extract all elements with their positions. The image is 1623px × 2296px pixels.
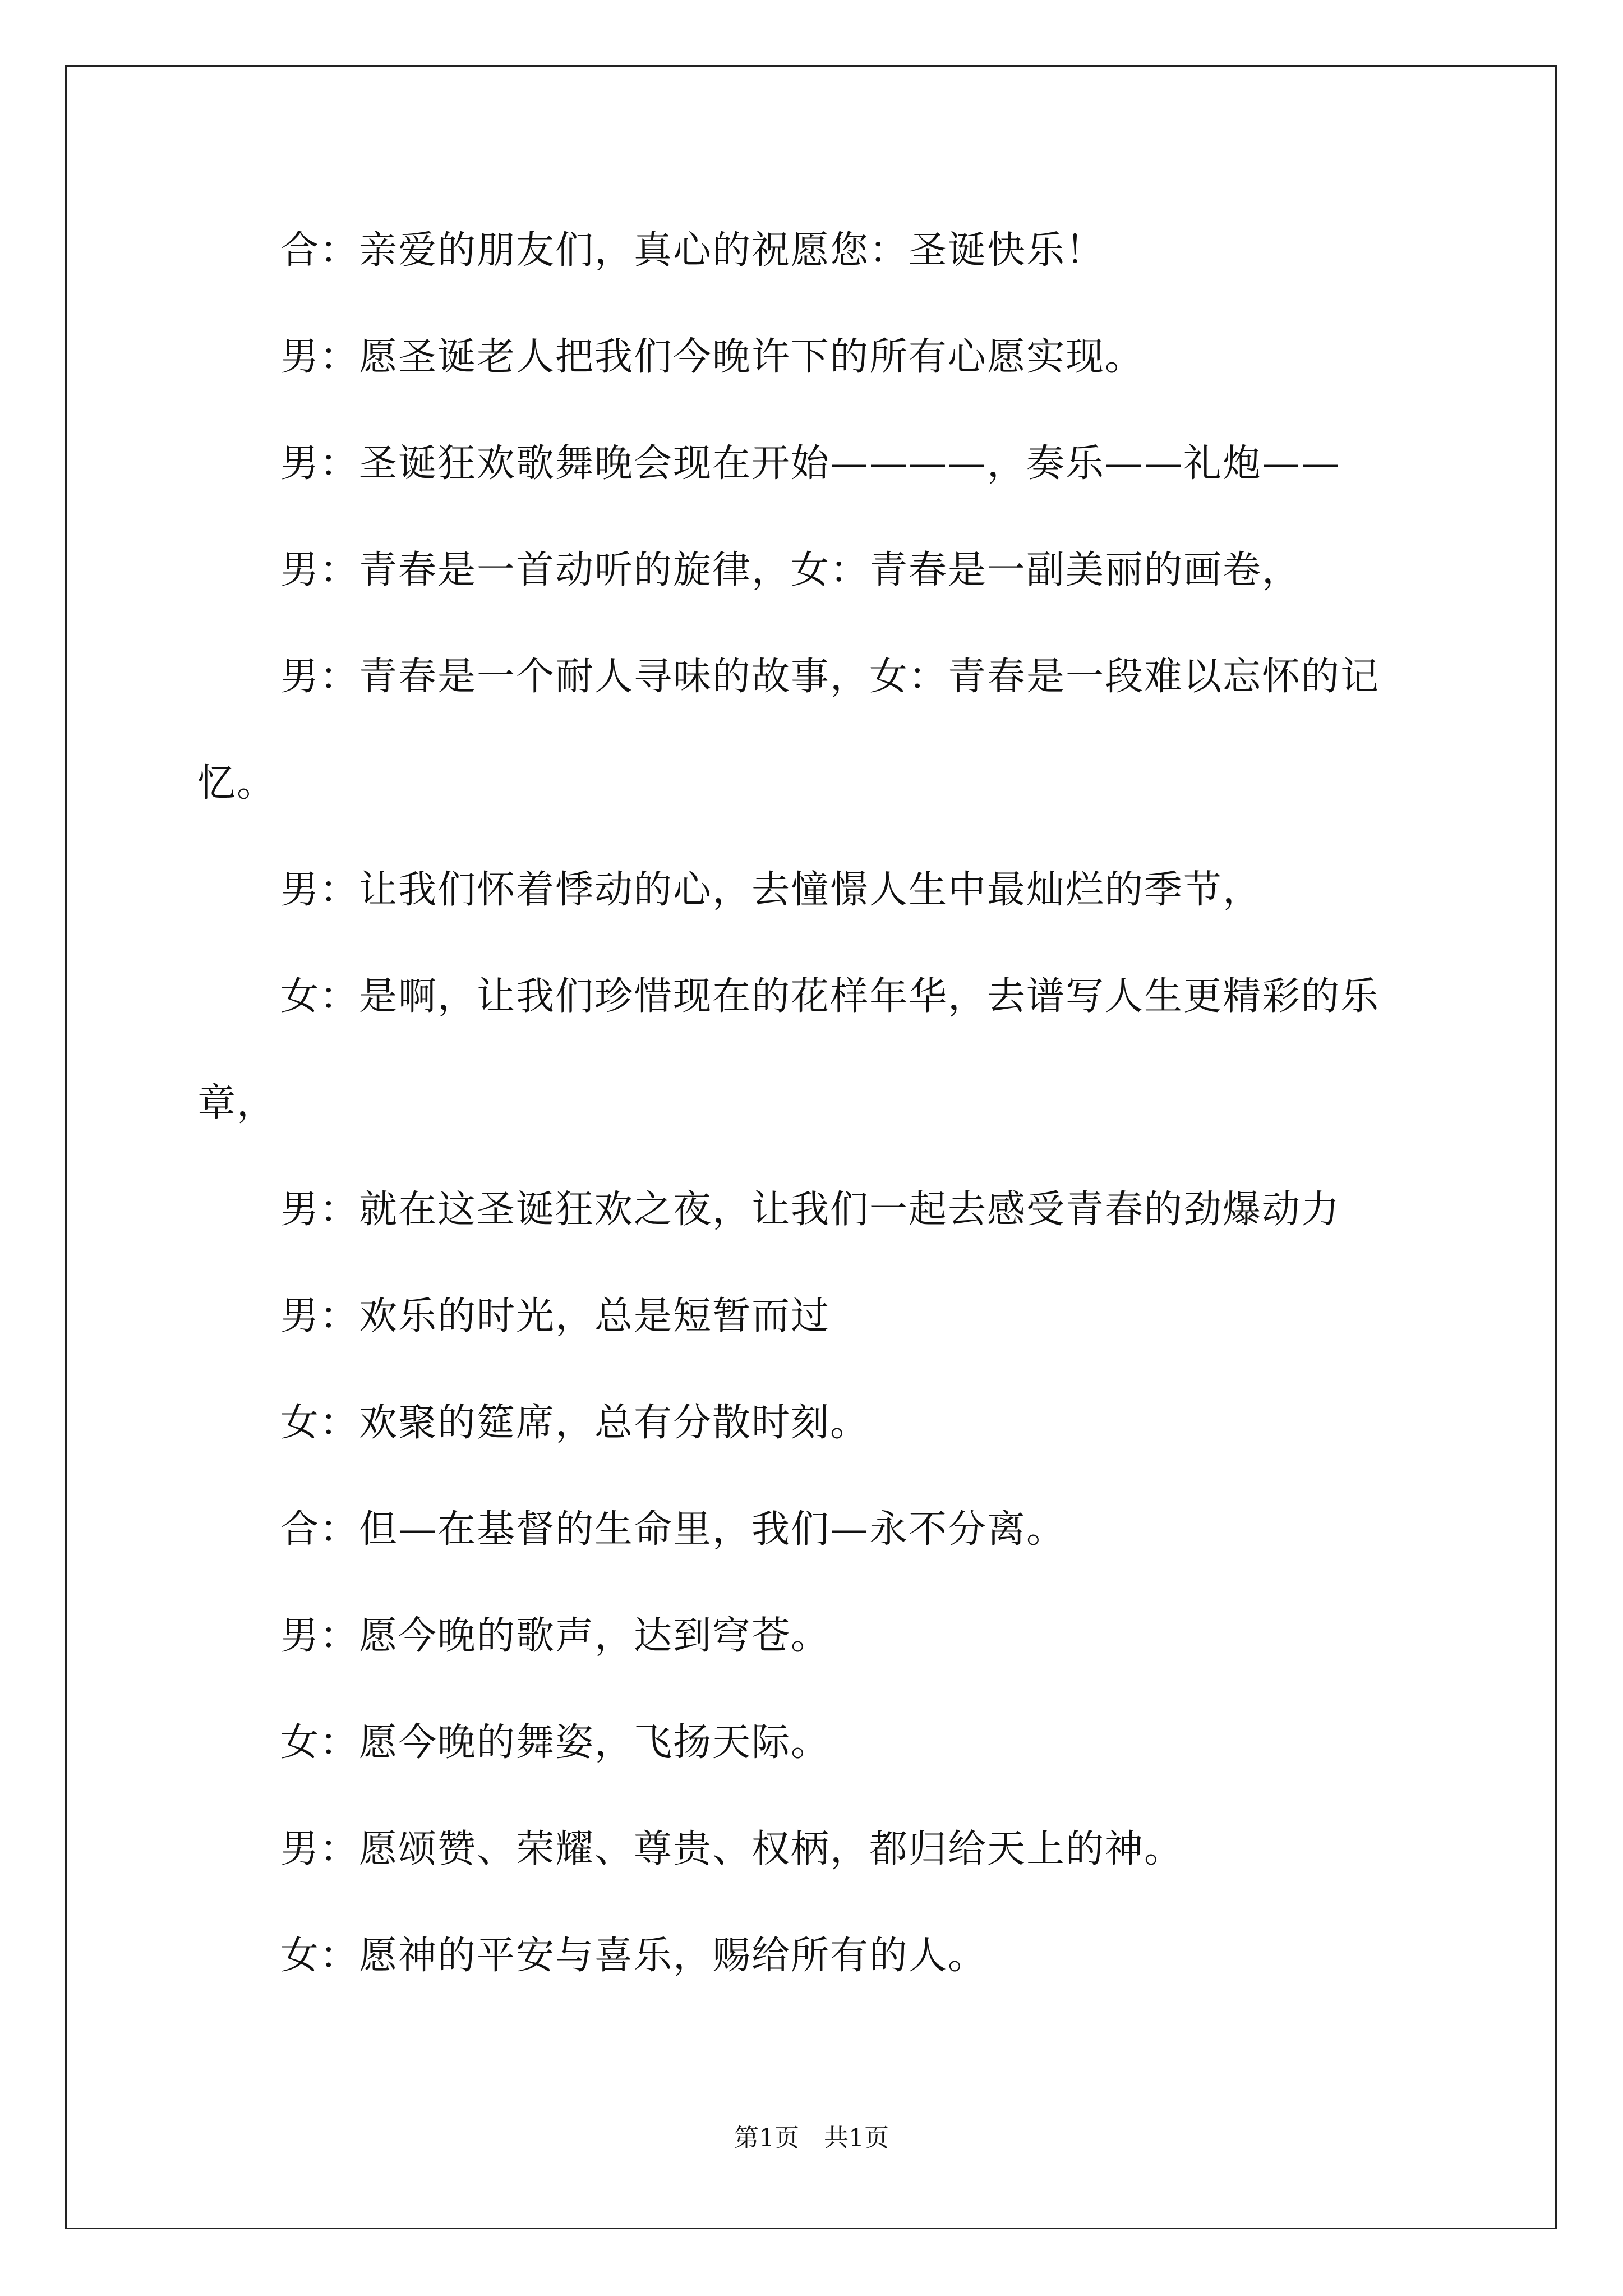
page-footer — [0, 2122, 1623, 2155]
page-border — [65, 65, 1557, 2229]
paragraph-line: 合：但—在基督的生命里，我们—永不分离。 — [280, 1507, 1066, 1552]
page-number-total: 共1页 — [824, 2124, 889, 2152]
paragraph-line: 女：是啊，让我们珍惜现在的花样年华，去谱写人生更精彩的乐 — [280, 974, 1380, 1019]
paragraph-line: 男：让我们怀着悸动的心，去憧憬人生中最灿烂的季节， — [280, 868, 1262, 912]
paragraph-line: 男：欢乐的时光，总是短暂而过 — [280, 1294, 831, 1338]
paragraph-line: 男：青春是一首动听的旋律，女：青春是一副美丽的画卷， — [280, 548, 1302, 592]
paragraph-line: 男：愿今晚的歌声，达到穹苍。 — [280, 1614, 831, 1658]
paragraph-line: 女：愿今晚的舞姿，飞扬天际。 — [280, 1720, 831, 1765]
paragraph-line-continuation: 章， — [197, 1081, 276, 1125]
page-number-current: 第1页 — [734, 2124, 799, 2152]
paragraph-line: 男：愿圣诞老人把我们今晚许下的所有心愿实现。 — [280, 335, 1145, 379]
paragraph-line: 女：欢聚的筵席，总有分散时刻。 — [280, 1401, 870, 1445]
paragraph-line: 男：愿颂赞、荣耀、尊贵、权柄，都归给天上的神。 — [280, 1827, 1184, 1871]
paragraph-line: 男：就在这圣诞狂欢之夜，让我们一起去感受青春的劲爆动力 — [280, 1188, 1341, 1232]
paragraph-line-continuation: 忆。 — [197, 761, 276, 806]
paragraph-line: 男：青春是一个耐人寻味的故事，女：青春是一段难以忘怀的记 — [280, 655, 1380, 699]
paragraph-line: 女：愿神的平安与喜乐，赐给所有的人。 — [280, 1934, 988, 1978]
paragraph-line: 男：圣诞狂欢歌舞晚会现在开始————，奏乐——礼炮—— — [280, 441, 1341, 486]
paragraph-line: 合：亲爱的朋友们，真心的祝愿您：圣诞快乐！ — [280, 228, 1105, 273]
